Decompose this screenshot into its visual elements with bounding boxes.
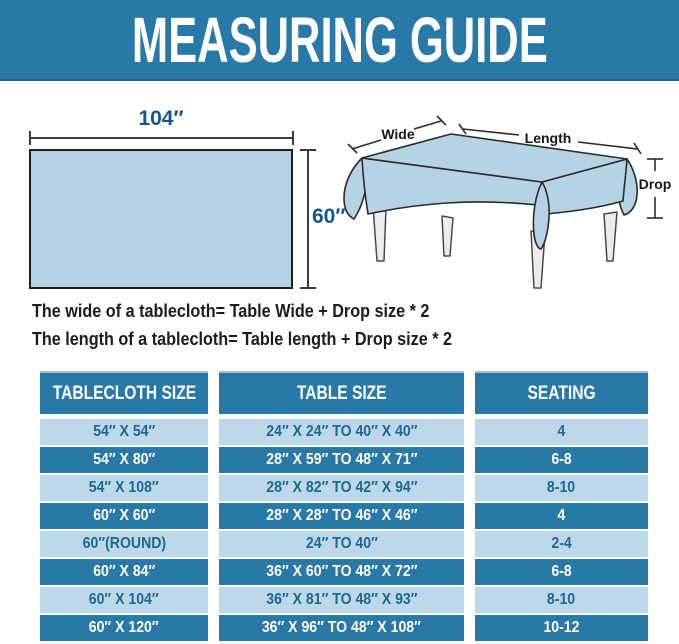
cell-seating: 2-4 xyxy=(475,531,648,557)
header-table-size: TABLE SIZE xyxy=(219,371,464,414)
table-illustration xyxy=(344,116,671,288)
cell-table-size: 36″ X 96″ TO 48″ X 108″ xyxy=(219,615,464,641)
length-formula: The length of a tablecloth= Table length + Drop size * 2 xyxy=(32,329,453,349)
length-label: Length xyxy=(524,130,572,146)
cell-seating: 4 xyxy=(475,419,648,445)
cell-seating: 8-10 xyxy=(475,587,648,613)
size-table-header xyxy=(40,371,648,414)
cell-tablecloth-size: 60″ X 120″ xyxy=(40,615,208,641)
cell-tablecloth-size: 54″ X 54″ xyxy=(40,419,208,445)
cell-tablecloth-size: 60″ X 84″ xyxy=(40,559,208,585)
table-legs xyxy=(373,206,617,288)
cell-tablecloth-size: 60″ X 60″ xyxy=(40,503,208,529)
height-dimension-label: 60″ xyxy=(312,205,346,228)
size-table-body xyxy=(40,419,648,641)
formula-block xyxy=(32,299,652,355)
cell-table-size: 36″ X 81″ TO 48″ X 93″ xyxy=(219,587,464,613)
drop-label: Drop xyxy=(638,176,672,192)
cell-table-size: 28″ X 28″ TO 46″ X 46″ xyxy=(219,503,464,529)
cell-table-size: 24″ TO 40″ xyxy=(219,531,464,557)
cell-seating: 6-8 xyxy=(475,447,648,473)
header-seating: SEATING xyxy=(475,371,648,414)
measuring-diagram xyxy=(0,81,679,295)
cell-tablecloth-size: 54″ X 80″ xyxy=(40,447,208,473)
tablecloth-rectangle xyxy=(30,150,292,288)
cell-seating: 8-10 xyxy=(475,475,648,501)
cell-table-size: 28″ X 82″ TO 42″ X 94″ xyxy=(219,475,464,501)
cell-tablecloth-size: 60″(ROUND) xyxy=(40,531,208,557)
cell-tablecloth-size: 54″ X 108″ xyxy=(40,475,208,501)
cell-seating: 4 xyxy=(475,503,648,529)
cell-table-size: 36″ X 60″ TO 48″ X 72″ xyxy=(219,559,464,585)
cell-seating: 6-8 xyxy=(475,559,648,585)
flat-tablecloth-diagram xyxy=(30,107,345,288)
header-tablecloth-size: TABLECLOTH SIZE xyxy=(40,371,208,414)
wide-label: Wide xyxy=(381,126,415,142)
wide-formula: The wide of a tablecloth= Table Wide + Drop size * 2 xyxy=(32,301,430,321)
cell-tablecloth-size: 60″ X 104″ xyxy=(40,587,208,613)
cell-table-size: 24″ X 24″ TO 40″ X 40″ xyxy=(219,419,464,445)
cell-table-size: 28″ X 59″ TO 48″ X 71″ xyxy=(219,447,464,473)
title-banner xyxy=(0,0,679,81)
width-dimension-label: 104″ xyxy=(138,107,184,130)
size-table xyxy=(40,371,648,641)
cell-seating: 10-12 xyxy=(475,615,648,641)
tablecloth-drape xyxy=(344,134,637,249)
page-title: MEASURING GUIDE xyxy=(131,3,548,76)
